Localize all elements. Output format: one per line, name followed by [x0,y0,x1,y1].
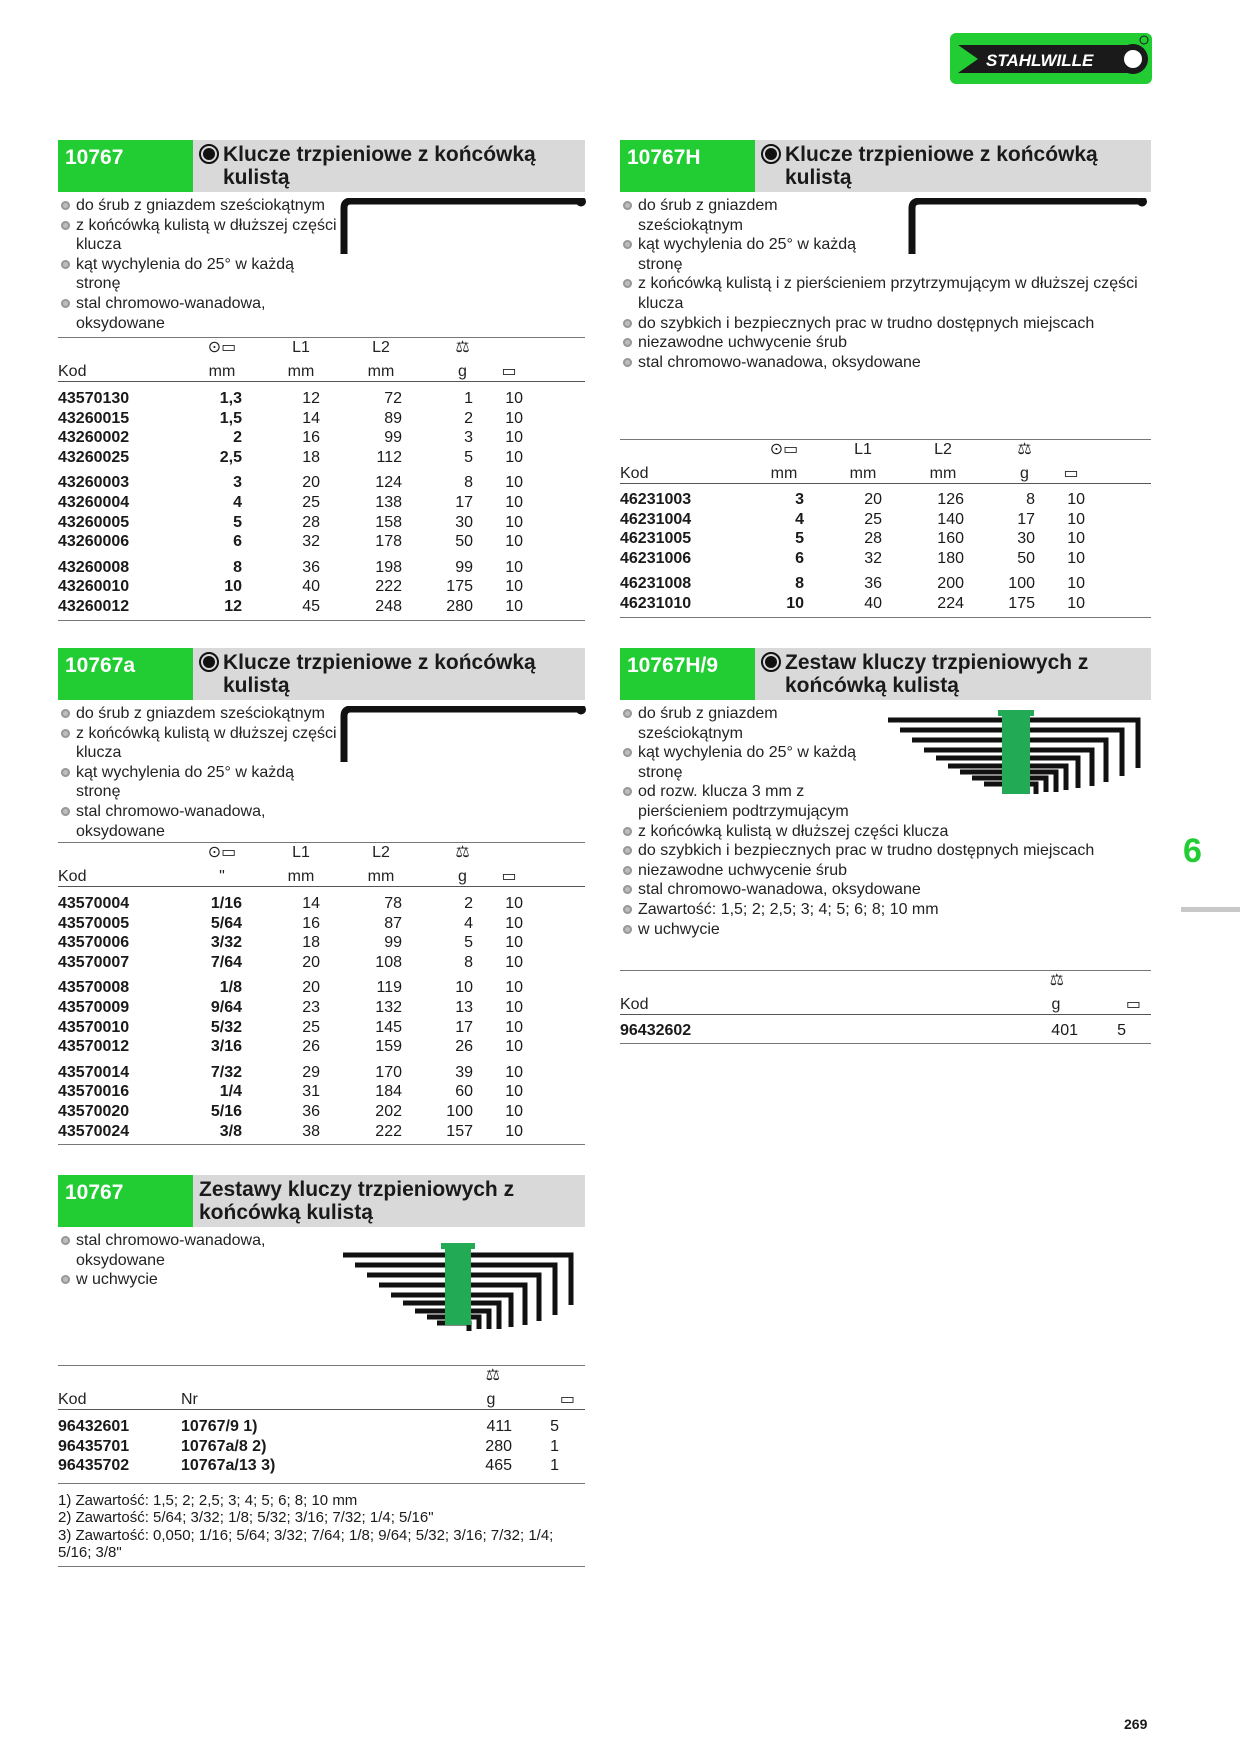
table-body [620,1015,1151,1043]
table-row: 43260003 3 20 124 8 10 [58,474,523,492]
section-10767H [620,140,1151,612]
section-header [58,140,585,192]
hex-size-icon: ⊙▭ [769,441,799,458]
table-body [58,887,585,1144]
table-header: ⊙▭ L1 L2 ⚖ Kod mm mm mm g ▭ [58,338,585,382]
footnotes [58,1483,585,1566]
section-header [58,648,585,700]
ball-end-icon [761,144,781,164]
feature-item: do śrub z gniazdem sześciokątnym [620,704,800,743]
section-code: 10767 [58,140,193,192]
section-10767H-9 [620,648,1151,1039]
table-row: 43570005 5/64 16 87 4 10 [58,914,523,932]
feature-item: z końcówką kulistą i z pierścieniem przytrzymującym w dłuższej części klucza [620,274,1148,313]
table-row: 43570016 1/4 31 184 60 10 [58,1083,523,1101]
feature-item: stal chromowo-wanadowa, oksydowane [620,353,1148,373]
table-row: 43570024 3/8 38 222 157 10 [58,1122,523,1140]
product-table [58,337,585,621]
package-icon: ▭ [1125,996,1141,1013]
page-number: 269 [1124,1716,1148,1732]
feature-item: do śrub z gniazdem sześciokątnym [58,196,340,216]
table-row: 43570007 7/64 20 108 8 10 [58,953,523,971]
ball-end-icon [761,652,781,672]
section-code: 10767H/9 [620,648,755,700]
table-row: 43570012 3/16 26 159 26 10 [58,1038,523,1056]
feature-item: do szybkich i bezpiecznych prac w trudno dostępnych miejscach [620,314,1148,334]
feature-list [58,1231,288,1290]
section-title: Klucze trzpieniowe z końcówką kulistą [755,140,1151,192]
section-header [620,140,1151,192]
feature-item: do szybkich i bezpiecznych prac w trudno dostępnych miejscach [620,841,1148,861]
section-code: 10767 [58,1175,193,1227]
table-row: 43570014 7/32 29 170 39 10 [58,1063,523,1081]
section-code: 10767H [620,140,755,192]
feature-item: kąt wychylenia do 25° w każdą stronę [620,235,880,274]
table-row: 43260010 10 40 222 175 10 [58,578,523,596]
table-row: 43260025 2,5 18 112 5 10 [58,448,523,466]
hex-key-image [336,198,590,263]
weight-icon: ⚖ [455,339,470,356]
package-icon: ▭ [501,868,517,885]
hex-size-icon: ⊙▭ [207,339,237,356]
section-title: Zestaw kluczy trzpieniowych z końcówką kulistą [755,648,1151,700]
feature-item: kąt wychylenia do 25° w każdą stronę [620,743,880,782]
table-row: 43570010 5/32 25 145 17 10 [58,1018,523,1036]
table-body [58,1410,585,1483]
table-body [58,382,585,620]
table-header: ⚖ Kod Nr g ▭ [58,1366,585,1410]
feature-item: stal chromowo-wanadowa, oksydowane [58,294,340,333]
product-table [58,1365,585,1567]
table-body [620,484,1151,617]
table-row: 46231003 3 20 126 8 10 [620,491,1085,508]
table-row: 46231006 6 32 180 50 10 [620,549,1085,567]
section-code: 10767a [58,648,193,700]
chapter-tab: 6 [1183,832,1202,870]
weight-icon: ⚖ [1049,972,1064,989]
svg-text:STAHLWILLE: STAHLWILLE [986,51,1094,70]
section-10767 [58,140,585,615]
hex-key-image [336,706,590,771]
section-title: Klucze trzpieniowe z końcówką kulistą [193,140,585,192]
table-row: 43570006 3/32 18 99 5 10 [58,934,523,952]
footnote: 1) Zawartość: 1,5; 2; 2,5; 3; 4; 5; 6; 8; 10 mm [58,1491,358,1509]
table-row: 46231004 4 25 140 17 10 [620,510,1085,528]
section-header [620,648,1151,700]
table-row: 96432602 401 5 [620,1022,1126,1039]
hex-key-set-image [333,1243,585,1340]
footnote: 2) Zawartość: 5/64; 3/32; 1/8; 5/32; 3/16; 7/32; 1/4; 5/16" [58,1509,434,1527]
product-table [58,842,585,1145]
section-title: Klucze trzpieniowe z końcówką kulistą [193,648,585,700]
table-row: 43260002 2 16 99 3 10 [58,429,523,447]
feature-item: w uchwycie [620,920,1148,940]
section-title: Zestawy kluczy trzpieniowych z końcówką kulistą [193,1175,585,1227]
table-header: ⚖ Kod g ▭ [620,971,1151,1015]
table-row: 43260006 6 32 178 50 10 [58,533,523,551]
hex-key-image [902,198,1152,263]
hex-key-set-image [880,710,1152,805]
section-header [58,1175,585,1227]
product-table [620,439,1151,618]
table-row: 43570004 1/16 14 78 2 10 [58,895,523,912]
feature-list [58,196,340,333]
feature-item: z końcówką kulistą w dłuższej części klucza [58,216,340,255]
ball-end-icon [199,652,219,672]
table-row: 96435702 10767a/13 3) 465 1 [58,1457,559,1475]
feature-list [58,704,340,841]
product-table [620,970,1151,1044]
weight-icon: ⚖ [485,1367,500,1384]
table-row: 46231005 5 28 160 30 10 [620,530,1085,548]
table-row: 43260005 5 28 158 30 10 [58,513,523,531]
hex-size-icon: ⊙▭ [207,844,237,861]
ball-end-icon [199,144,219,164]
footnote: 3) Zawartość: 0,050; 1/16; 5/64; 3/32; 7/64; 1/8; 9/64; 5/32; 3/16; 7/32; 1/4; 5/16; 3/8" [58,1526,554,1562]
feature-item: stal chromowo-wanadowa, oksydowane [58,1231,288,1270]
feature-item: kąt wychylenia do 25° w każdą stronę [58,763,340,802]
table-row: 43570020 5/16 36 202 100 10 [58,1102,523,1120]
table-row: 43570130 1,3 12 72 1 10 [58,390,523,407]
section-10767a [58,648,585,1140]
table-row: 43260012 12 45 248 280 10 [58,597,523,615]
table-header: ⊙▭ L1 L2 ⚖ Kod " mm mm g ▭ [58,843,585,887]
package-icon: ▭ [559,1391,575,1408]
feature-item: stal chromowo-wanadowa, oksydowane [58,802,340,841]
weight-icon: ⚖ [455,844,470,861]
feature-item: w uchwycie [58,1270,288,1290]
feature-item: stal chromowo-wanadowa, oksydowane [620,880,1148,900]
table-header: ⊙▭ L1 L2 ⚖ Kod mm mm mm g ▭ [620,440,1151,484]
feature-item: Zawartość: 1,5; 2; 2,5; 3; 4; 5; 6; 8; 10 mm [620,900,1148,920]
table-row: 46231010 10 40 224 175 10 [620,594,1085,612]
table-row: 46231008 8 36 200 100 10 [620,575,1085,593]
feature-item: niezawodne uchwycenie śrub [620,861,1148,881]
feature-item: kąt wychylenia do 25° w każdą stronę [58,255,340,294]
table-row: 43260004 4 25 138 17 10 [58,493,523,511]
feature-item: do śrub z gniazdem sześciokątnym [58,704,340,724]
table-row: 96435701 10767a/8 2) 280 1 [58,1437,559,1455]
table-row: 96432601 10767/9 1) 411 5 [58,1418,559,1435]
weight-icon: ⚖ [1017,441,1032,458]
table-row: 43570008 1/8 20 119 10 10 [58,979,523,997]
package-icon: ▭ [1063,465,1079,482]
feature-item: do śrub z gniazdem sześciokątnym [620,196,880,235]
feature-item: niezawodne uchwycenie śrub [620,333,1148,353]
table-row: 43260015 1,5 14 89 2 10 [58,409,523,427]
package-icon: ▭ [501,363,517,380]
feature-item: od rozw. klucza 3 mm z pierścieniem podtrzymującym [620,782,880,821]
feature-item: z końcówką kulistą w dłuższej części klucza [620,822,1148,842]
chapter-bar [1181,907,1240,912]
section-10767-sets [58,1175,585,1562]
table-row: 43570009 9/64 23 132 13 10 [58,998,523,1016]
stahlwille-logo [950,33,1152,84]
feature-item: z końcówką kulistą w dłuższej części klucza [58,724,340,763]
table-row: 43260008 8 36 198 99 10 [58,558,523,576]
